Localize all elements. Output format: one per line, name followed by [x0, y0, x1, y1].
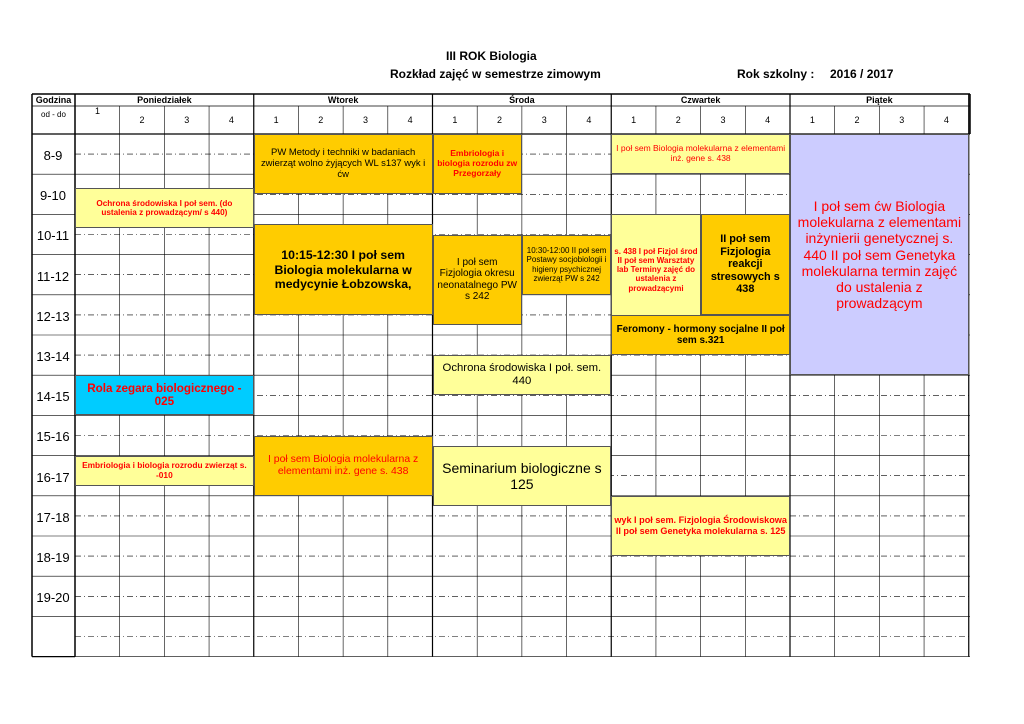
class-block-wed-fizjo-neo: I poł sem Fizjologia okresu neonatalnego PW s 242	[433, 235, 522, 325]
slot-number: 4	[765, 115, 771, 125]
slot-number: 1	[95, 106, 101, 116]
slot-number: 1	[809, 115, 815, 125]
class-block-mon-embrio: Embriologia i biologia rozrodu zwierząt s. -010	[75, 456, 254, 486]
school-year-value: 2016 / 2017	[830, 67, 894, 81]
day-header-3: Środa	[509, 95, 535, 105]
slot-number: 3	[362, 115, 368, 125]
slot-number: 4	[407, 115, 413, 125]
class-block-mon-ochrona: Ochrona środowiska I poł sem. (do ustalenia z prowadzącym/ s 440)	[75, 188, 254, 228]
day-header-5: Piątek	[866, 95, 893, 105]
slot-number: 1	[631, 115, 637, 125]
class-block-thu-fizjo-srod-wyk: wyk I poł sem. Fizjologia Środowiskowa II poł sem Genetyka molekularna s. 125	[611, 496, 790, 556]
hour-label: 15-16	[36, 429, 70, 445]
slot-number: 2	[497, 115, 503, 125]
slot-number: 2	[675, 115, 681, 125]
slot-number: 1	[452, 115, 458, 125]
school-year-label: Rok szkolny :	[737, 67, 815, 81]
hour-label: 10-11	[36, 228, 70, 244]
slot-number: 3	[184, 115, 190, 125]
slot-number: 4	[586, 115, 592, 125]
slot-number: 2	[318, 115, 324, 125]
class-block-wed-embrio: Embriologia i biologia rozrodu zw Przegorzały	[433, 134, 522, 194]
slot-number: 4	[943, 115, 949, 125]
class-block-wed-seminarium: Seminarium biologiczne s 125	[433, 446, 612, 506]
from-to-label: od - do	[41, 109, 66, 119]
hour-label: 19-20	[36, 590, 70, 606]
class-block-mon-rola: Rola zegara biologicznego - 025	[75, 375, 254, 415]
hour-label: 11-12	[36, 268, 70, 284]
hour-label: 17-18	[36, 509, 70, 525]
slot-number: 2	[139, 115, 145, 125]
hour-column-header: Godzina	[35, 95, 72, 105]
hour-label: 16-17	[36, 469, 70, 485]
slot-number: 3	[899, 115, 905, 125]
class-block-tue-biol-inz: I poł sem Biologia molekularna z elementami inż. gene s. 438	[254, 436, 433, 496]
class-block-tue-biol-mol: 10:15-12:30 I poł sem Biologia molekularna w medycynie Łobzowska,	[254, 224, 433, 314]
hour-label: 13-14	[36, 349, 70, 364]
class-block-wed-socjo: 10:30-12:00 II poł sem Postawy socjobiologii i higieny psychicznej zwierząt PW s 242	[522, 235, 611, 295]
hour-label: 14-15	[36, 389, 70, 405]
page-subtitle: Rozkład zajęć w semestrze zimowym	[390, 67, 601, 81]
hour-label: 9-10	[39, 188, 67, 204]
hour-label: 18-19	[36, 550, 70, 565]
hour-label: 12-13	[36, 308, 70, 324]
slot-number: 3	[541, 115, 547, 125]
class-block-thu-feromony: Feromony - hormony socjalne II poł sem s.321	[611, 315, 790, 355]
day-header-2: Wtorek	[327, 95, 359, 105]
page-title: III ROK Biologia	[446, 49, 537, 63]
class-block-tue-pw: PW Metody i techniki w badaniach zwierząt wolno żyjących WL s137 wyk i ćw	[254, 134, 433, 194]
day-header-1: Poniedziałek	[137, 95, 192, 105]
slot-number: 1	[273, 115, 279, 125]
slot-number: 2	[854, 115, 860, 125]
class-block-thu-biol-mol: I poł sem Biologia molekularna z elementami inż. gene s. 438	[611, 134, 790, 174]
day-header-4: Czwartek	[680, 95, 721, 105]
class-block-thu-fizjo-stres: II poł sem Fizjologia reakcji stresowych s 438	[701, 214, 790, 315]
slot-number: 3	[720, 115, 726, 125]
class-block-thu-fizjol-srod: s. 438 I poł Fizjol środ II poł sem Warsztaty lab Terminy zajęć do ustalenia z prowadzącymi	[611, 214, 700, 325]
class-block-wed-ochrona: Ochrona środowiska I poł. sem. 440	[433, 355, 612, 395]
hour-label: 8-9	[43, 148, 63, 163]
class-block-fri-biol-gen: I poł sem ćw Biologia molekularna z elementami inżynierii genetycznej s. 440 II poł sem Genetyka molekularna termin zajęć do ustalenia z prowadzącym	[790, 134, 969, 375]
slot-number: 4	[228, 115, 234, 125]
